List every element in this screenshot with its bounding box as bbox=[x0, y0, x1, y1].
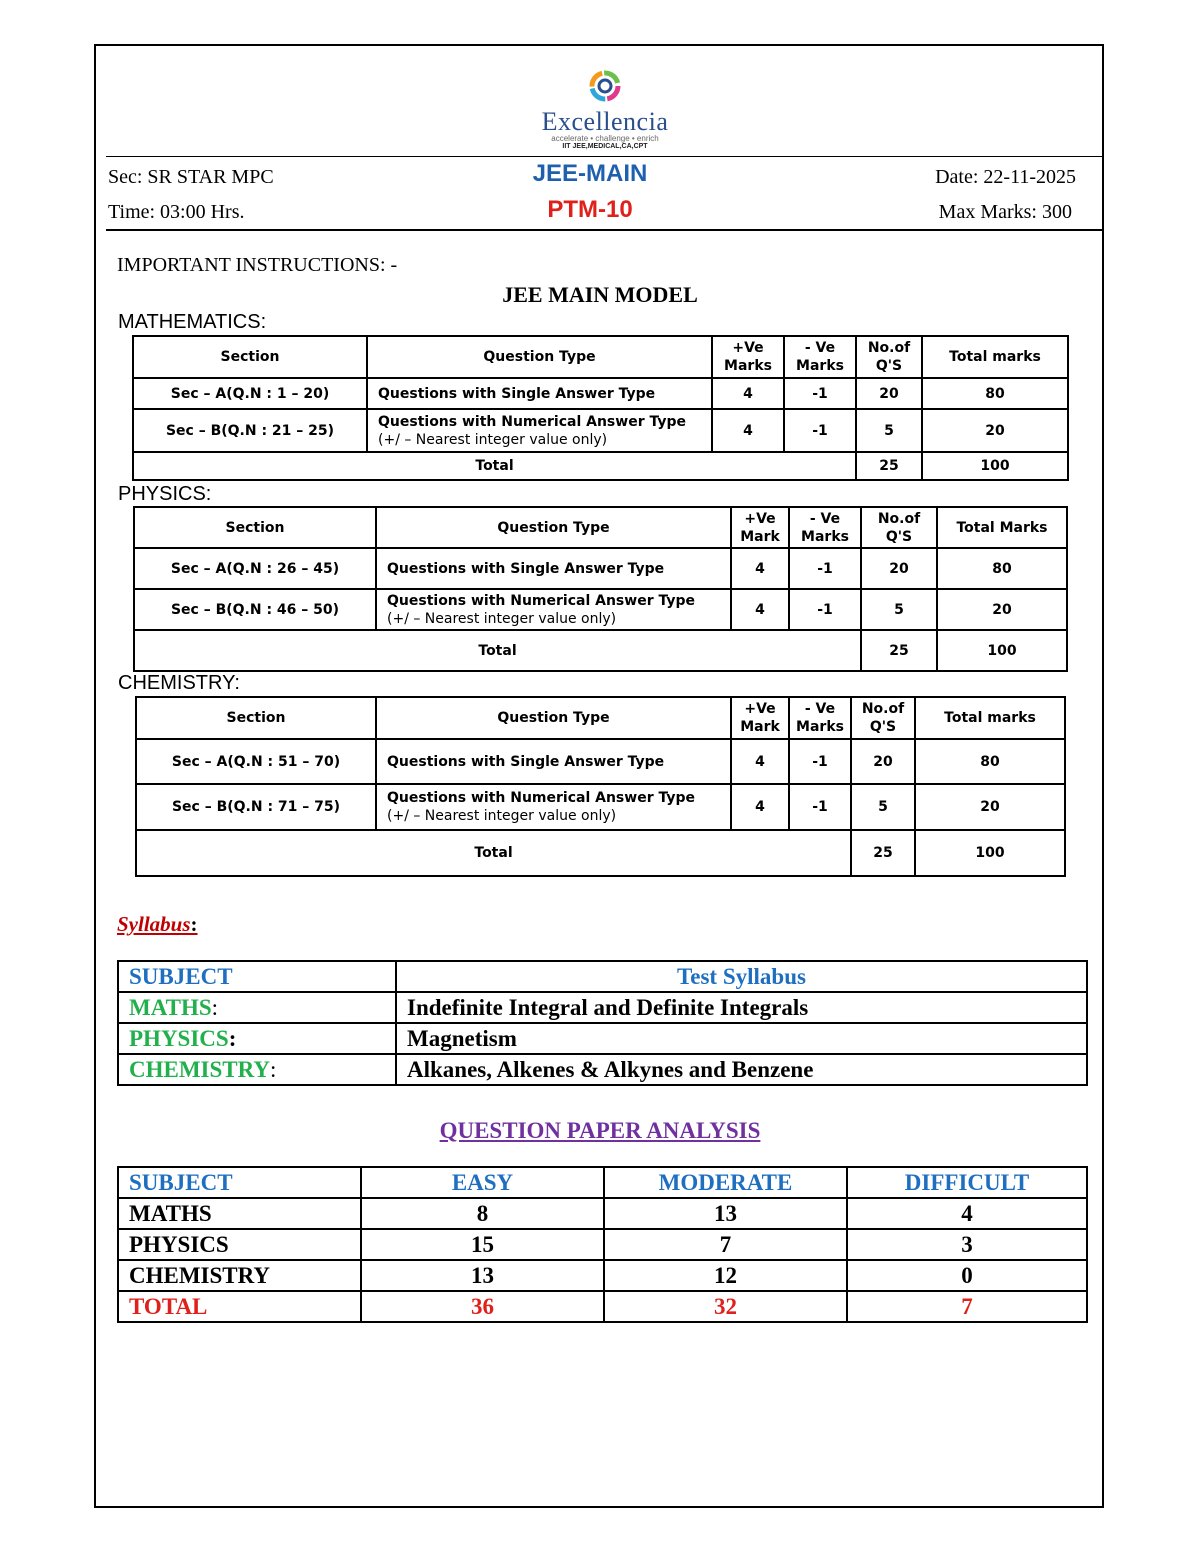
physics-label: PHYSICS: bbox=[118, 483, 212, 505]
header-positive-marks: +Ve Marks bbox=[712, 336, 784, 378]
header-negative-marks: - Ve Marks bbox=[784, 336, 856, 378]
analysis-moderate: 13 bbox=[604, 1198, 847, 1229]
analysis-table bbox=[117, 1166, 1088, 1323]
row-positive-marks: 4 bbox=[712, 378, 784, 409]
table-row bbox=[136, 739, 1065, 784]
analysis-total-label: TOTAL bbox=[118, 1291, 361, 1322]
header-question-type: Question Type bbox=[367, 336, 712, 378]
row-question-type: Questions with Single Answer Type bbox=[367, 378, 712, 409]
total-row bbox=[118, 1291, 1087, 1322]
logo-swirl-icon bbox=[585, 66, 625, 106]
analysis-header-easy: EASY bbox=[361, 1167, 604, 1198]
row-question-type: Questions with Numerical Answer Type (+/ – Nearest integer value only) bbox=[376, 784, 731, 830]
row-negative-marks: -1 bbox=[789, 589, 861, 630]
syllabus-topic: Indefinite Integral and Definite Integrals bbox=[396, 992, 1087, 1023]
total-label: Total bbox=[133, 452, 856, 480]
row-question-count: 5 bbox=[851, 784, 915, 830]
header-section: Section bbox=[133, 336, 367, 378]
paper-code: PTM-10 bbox=[547, 196, 633, 223]
row-question-count: 20 bbox=[851, 739, 915, 784]
table-row bbox=[118, 1229, 1087, 1260]
row-section: Sec – B(Q.N : 21 – 25) bbox=[133, 409, 367, 452]
row-negative-marks: -1 bbox=[784, 409, 856, 452]
analysis-total-moderate: 32 bbox=[604, 1291, 847, 1322]
header-question-count: No.of Q'S bbox=[856, 336, 922, 378]
logo-wordmark: Excellencia bbox=[541, 107, 669, 136]
logo-subline: IIT JEE,MEDICAL,CA,CPT bbox=[562, 143, 648, 150]
total-count: 25 bbox=[851, 830, 915, 876]
row-note: (+/ – Nearest integer value only) bbox=[387, 610, 617, 627]
analysis-total-easy: 36 bbox=[361, 1291, 604, 1322]
row-positive-marks: 4 bbox=[731, 784, 789, 830]
row-section: Sec – B(Q.N : 46 – 50) bbox=[134, 589, 376, 630]
row-question-type: Questions with Single Answer Type bbox=[376, 739, 731, 784]
analysis-difficult: 4 bbox=[847, 1198, 1087, 1229]
total-row bbox=[133, 452, 1068, 480]
chemistry-marks-table bbox=[135, 696, 1066, 877]
table-row bbox=[118, 1023, 1087, 1054]
row-positive-marks: 4 bbox=[731, 589, 789, 630]
analysis-difficult: 3 bbox=[847, 1229, 1087, 1260]
syllabus-subject: CHEMISTRY: bbox=[118, 1054, 396, 1085]
analysis-moderate: 7 bbox=[604, 1229, 847, 1260]
header-question-count: No.of Q'S bbox=[851, 697, 915, 739]
analysis-easy: 8 bbox=[361, 1198, 604, 1229]
analysis-total-difficult: 7 bbox=[847, 1291, 1087, 1322]
row-total-marks: 20 bbox=[922, 409, 1068, 452]
total-marks: 100 bbox=[915, 830, 1065, 876]
header-bottom-rule bbox=[106, 229, 1102, 231]
time-info: Time: 03:00 Hrs. bbox=[108, 201, 245, 223]
analysis-header-difficult: DIFFICULT bbox=[847, 1167, 1087, 1198]
row-question-count: 5 bbox=[856, 409, 922, 452]
table-row bbox=[118, 1260, 1087, 1291]
header-top-rule bbox=[106, 156, 1102, 157]
table-row bbox=[136, 784, 1065, 830]
header-question-type: Question Type bbox=[376, 507, 731, 548]
total-row bbox=[134, 630, 1067, 671]
section-info: Sec: SR STAR MPC bbox=[108, 166, 274, 188]
logo-tagline: accelerate • challenge • enrich bbox=[551, 134, 659, 143]
syllabus-subject: PHYSICS: bbox=[118, 1023, 396, 1054]
header-question-count: No.of Q'S bbox=[861, 507, 937, 548]
table-row bbox=[133, 378, 1068, 409]
row-total-marks: 20 bbox=[937, 589, 1067, 630]
total-row bbox=[136, 830, 1065, 876]
row-question-count: 5 bbox=[861, 589, 937, 630]
mathematics-marks-table bbox=[132, 335, 1069, 481]
table-row bbox=[133, 409, 1068, 452]
analysis-subject: CHEMISTRY bbox=[118, 1260, 361, 1291]
table-row bbox=[118, 992, 1087, 1023]
row-question-type: Questions with Single Answer Type bbox=[376, 548, 731, 589]
header-total-marks: Total Marks bbox=[937, 507, 1067, 548]
row-total-marks: 80 bbox=[915, 739, 1065, 784]
exam-title: JEE-MAIN bbox=[532, 160, 648, 187]
syllabus-table bbox=[117, 960, 1088, 1086]
syllabus-header-subject: SUBJECT bbox=[118, 961, 396, 992]
analysis-subject: MATHS bbox=[118, 1198, 361, 1229]
header-positive-marks: +Ve Mark bbox=[731, 697, 789, 739]
row-negative-marks: -1 bbox=[789, 548, 861, 589]
row-total-marks: 80 bbox=[937, 548, 1067, 589]
analysis-header-subject: SUBJECT bbox=[118, 1167, 361, 1198]
header-positive-marks: +Ve Mark bbox=[731, 507, 789, 548]
total-count: 25 bbox=[856, 452, 922, 480]
table-row bbox=[134, 548, 1067, 589]
header-total-marks: Total marks bbox=[922, 336, 1068, 378]
syllabus-title: Syllabus: bbox=[117, 912, 198, 936]
row-total-marks: 20 bbox=[915, 784, 1065, 830]
row-section: Sec – A(Q.N : 51 – 70) bbox=[136, 739, 376, 784]
total-marks: 100 bbox=[937, 630, 1067, 671]
header-section: Section bbox=[134, 507, 376, 548]
table-row bbox=[118, 1198, 1087, 1229]
row-total-marks: 80 bbox=[922, 378, 1068, 409]
header-question-type: Question Type bbox=[376, 697, 731, 739]
row-section: Sec – A(Q.N : 26 – 45) bbox=[134, 548, 376, 589]
instructions-title: IMPORTANT INSTRUCTIONS: - bbox=[117, 254, 398, 276]
physics-marks-table bbox=[133, 506, 1068, 672]
syllabus-subject: MATHS: bbox=[118, 992, 396, 1023]
syllabus-topic: Magnetism bbox=[396, 1023, 1087, 1054]
row-note: (+/ – Nearest integer value only) bbox=[387, 808, 617, 824]
row-positive-marks: 4 bbox=[731, 739, 789, 784]
row-question-type: Questions with Numerical Answer Type (+/ – Nearest integer value only) bbox=[367, 409, 712, 452]
row-note: (+/ – Nearest integer value only) bbox=[378, 431, 608, 448]
model-title: JEE MAIN MODEL bbox=[502, 282, 698, 307]
analysis-header-moderate: MODERATE bbox=[604, 1167, 847, 1198]
analysis-title: QUESTION PAPER ANALYSIS bbox=[439, 1118, 761, 1143]
row-question-count: 20 bbox=[861, 548, 937, 589]
syllabus-topic: Alkanes, Alkenes & Alkynes and Benzene bbox=[396, 1054, 1087, 1085]
row-negative-marks: -1 bbox=[784, 378, 856, 409]
chemistry-label: CHEMISTRY: bbox=[118, 672, 240, 694]
row-negative-marks: -1 bbox=[789, 784, 851, 830]
row-question-type: Questions with Numerical Answer Type (+/ – Nearest integer value only) bbox=[376, 589, 731, 630]
row-section: Sec – B(Q.N : 71 – 75) bbox=[136, 784, 376, 830]
row-question-count: 20 bbox=[856, 378, 922, 409]
header-negative-marks: - Ve Marks bbox=[789, 697, 851, 739]
analysis-subject: PHYSICS bbox=[118, 1229, 361, 1260]
analysis-easy: 15 bbox=[361, 1229, 604, 1260]
total-marks: 100 bbox=[922, 452, 1068, 480]
mathematics-label: MATHEMATICS: bbox=[118, 311, 267, 333]
date-info: Date: 22-11-2025 bbox=[935, 166, 1076, 188]
max-marks-info: Max Marks: 300 bbox=[938, 201, 1072, 223]
analysis-moderate: 12 bbox=[604, 1260, 847, 1291]
row-positive-marks: 4 bbox=[712, 409, 784, 452]
analysis-easy: 13 bbox=[361, 1260, 604, 1291]
total-label: Total bbox=[134, 630, 861, 671]
header-negative-marks: - Ve Marks bbox=[789, 507, 861, 548]
total-label: Total bbox=[136, 830, 851, 876]
header-section: Section bbox=[136, 697, 376, 739]
analysis-difficult: 0 bbox=[847, 1260, 1087, 1291]
total-count: 25 bbox=[861, 630, 937, 671]
syllabus-header-topic: Test Syllabus bbox=[396, 961, 1087, 992]
row-negative-marks: -1 bbox=[789, 739, 851, 784]
row-positive-marks: 4 bbox=[731, 548, 789, 589]
table-row bbox=[134, 589, 1067, 630]
table-row bbox=[118, 1054, 1087, 1085]
row-section: Sec – A(Q.N : 1 – 20) bbox=[133, 378, 367, 409]
excellencia-logo bbox=[530, 66, 680, 156]
header-total-marks: Total marks bbox=[915, 697, 1065, 739]
